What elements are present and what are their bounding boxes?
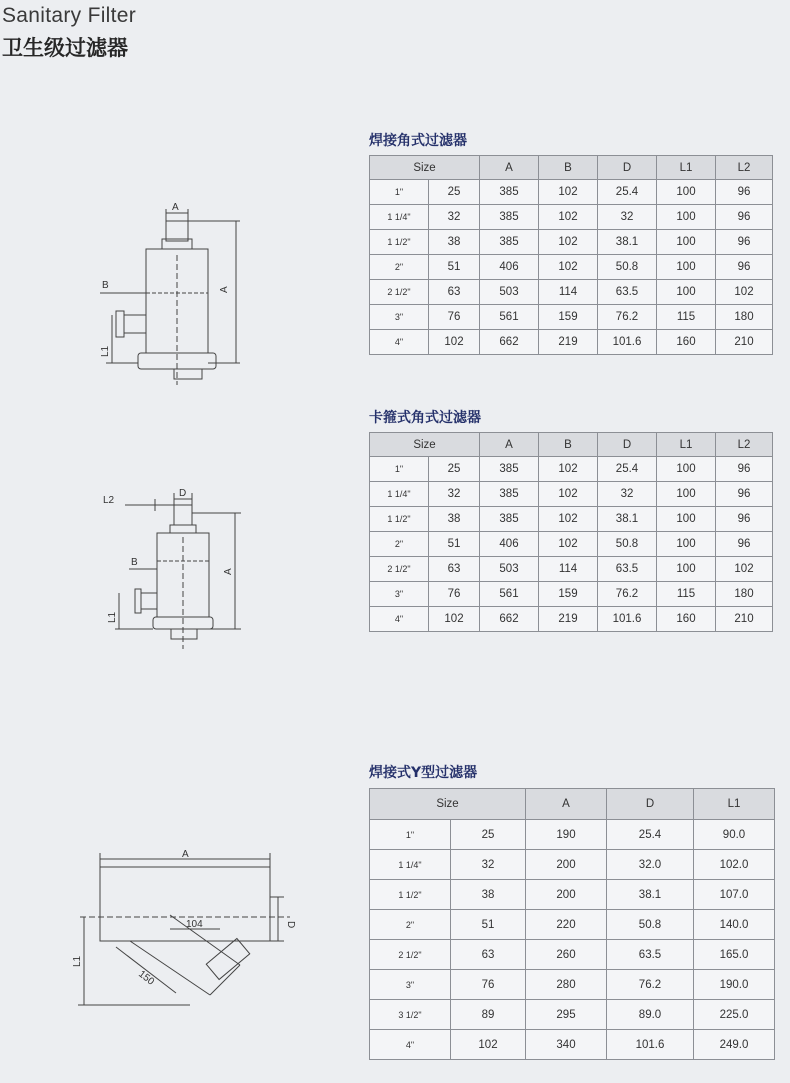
table-row: 1" 25 385 102 25.4 100 96 <box>370 180 773 205</box>
col-header-b: B <box>539 156 598 180</box>
section-title-y-type: 焊接式Y型过滤器 <box>369 765 478 781</box>
table-row: 4" 102 662 219 101.6 160 210 <box>370 607 773 632</box>
dim-label-d: D <box>285 921 296 929</box>
table-row: 1 1/2" 38 385 102 38.1 100 96 <box>370 507 773 532</box>
table-row: 1 1/4" 32 385 102 32 100 96 <box>370 482 773 507</box>
dim-label-104: 104 <box>186 919 203 930</box>
dim-label-b: B <box>102 280 109 291</box>
col-header-size: Size <box>370 433 480 457</box>
col-header-l1: L1 <box>657 156 716 180</box>
col-header-l1: L1 <box>694 789 775 820</box>
col-header-d: D <box>598 433 657 457</box>
col-header-d: D <box>598 156 657 180</box>
dim-label-l1: L1 <box>107 611 118 623</box>
table-row: 2 1/2" 63 503 114 63.5 100 102 <box>370 280 773 305</box>
table-row: 4" 102 340 101.6 249.0 <box>370 1030 775 1060</box>
col-header-a: A <box>480 156 539 180</box>
page-title-en: Sanitary Filter <box>2 4 137 27</box>
col-header-size: Size <box>370 156 480 180</box>
table-row: 3 1/2" 89 295 89.0 225.0 <box>370 1000 775 1030</box>
col-header-d: D <box>607 789 694 820</box>
table-row: 3" 76 561 159 76.2 115 180 <box>370 582 773 607</box>
table-row: 1 1/4" 32 200 32.0 102.0 <box>370 850 775 880</box>
col-header-a: A <box>480 433 539 457</box>
table-row: 2 1/2" 63 260 63.5 165.0 <box>370 940 775 970</box>
dim-label-a-top: A <box>172 202 179 213</box>
spec-table-clamp-angle <box>369 432 773 632</box>
dim-label-d: D <box>179 488 187 499</box>
table-row: 2 1/2" 63 503 114 63.5 100 102 <box>370 557 773 582</box>
table-row: 1 1/4" 32 385 102 32 100 96 <box>370 205 773 230</box>
dim-label-l2: L2 <box>103 495 115 506</box>
col-header-l1: L1 <box>657 433 716 457</box>
dim-label-l1: L1 <box>100 345 111 357</box>
table-row: 1" 25 190 25.4 90.0 <box>370 820 775 850</box>
table-row: 1" 25 385 102 25.4 100 96 <box>370 457 773 482</box>
section-title-welded-angle: 焊接角式过滤器 <box>369 133 467 149</box>
col-header-b: B <box>539 433 598 457</box>
dim-label-a: A <box>182 849 189 860</box>
col-header-size: Size <box>370 789 526 820</box>
section-title-clamp-angle: 卡箍式角式过滤器 <box>369 410 481 426</box>
spec-table-y-type <box>369 788 775 1060</box>
y-type-filter-drawing <box>70 845 300 1015</box>
dim-label-a-side: A <box>219 286 230 293</box>
table-row: 2" 51 220 50.8 140.0 <box>370 910 775 940</box>
col-header-l2: L2 <box>716 156 773 180</box>
page-title-cn: 卫生级过滤器 <box>2 36 128 60</box>
table-row: 1 1/2" 38 200 38.1 107.0 <box>370 880 775 910</box>
dim-label-a: A <box>223 568 234 575</box>
welded-angle-filter-drawing <box>90 195 260 395</box>
dim-label-150: 150 <box>136 968 157 988</box>
clamp-angle-filter-drawing <box>95 485 265 655</box>
table-row: 2" 51 406 102 50.8 100 96 <box>370 255 773 280</box>
table-row: 3" 76 561 159 76.2 115 180 <box>370 305 773 330</box>
spec-table-welded-angle <box>369 155 773 355</box>
dim-label-b: B <box>131 557 138 568</box>
table-row: 4" 102 662 219 101.6 160 210 <box>370 330 773 355</box>
table-row: 3" 76 280 76.2 190.0 <box>370 970 775 1000</box>
col-header-l2: L2 <box>716 433 773 457</box>
dim-label-l1: L1 <box>72 955 83 967</box>
table-row: 1 1/2" 38 385 102 38.1 100 96 <box>370 230 773 255</box>
table-row: 2" 51 406 102 50.8 100 96 <box>370 532 773 557</box>
col-header-a: A <box>526 789 607 820</box>
